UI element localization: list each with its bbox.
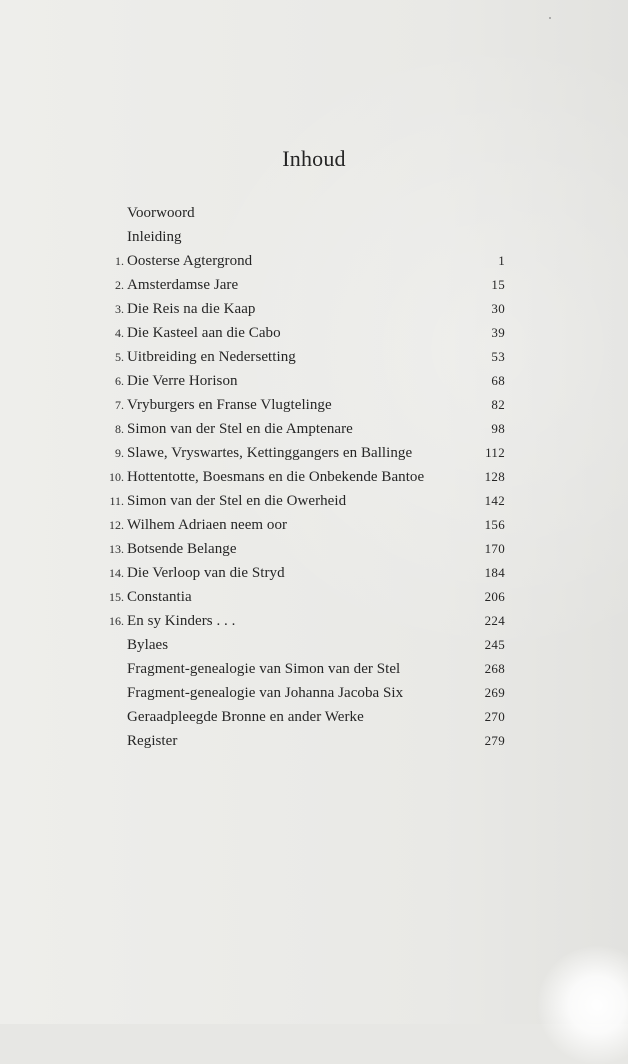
- chapter-number: 10.: [109, 470, 124, 484]
- light-reflection: [538, 946, 628, 1064]
- toc-row: [100, 729, 505, 753]
- chapter-title: Geraadpleegde Bronne en ander Werke: [127, 709, 364, 725]
- toc-row: [100, 681, 505, 705]
- page-number: 98: [491, 421, 505, 436]
- chapter-title: Uitbreiding en Nedersetting: [127, 349, 296, 365]
- toc-row: [100, 345, 505, 369]
- chapter-title: Inleiding: [127, 229, 182, 245]
- chapter-title: Vryburgers en Franse Vlugtelinge: [127, 397, 332, 413]
- chapter-number: 14.: [109, 566, 124, 580]
- toc-row: [100, 633, 505, 657]
- page-number: 1: [498, 253, 505, 268]
- chapter-title: Die Verloop van die Stryd: [127, 565, 285, 581]
- toc-row: [100, 585, 505, 609]
- chapter-title: Simon van der Stel en die Amptenare: [127, 421, 353, 437]
- chapter-title: Wilhem Adriaen neem oor: [127, 517, 288, 533]
- page-number: 156: [484, 517, 505, 532]
- chapter-title: Slawe, Vryswartes, Kettinggangers en Ballinge: [127, 445, 413, 461]
- toc-row: [100, 297, 505, 321]
- table-of-contents: [100, 201, 505, 753]
- chapter-title: Bylaes: [127, 637, 169, 653]
- page-number: 128: [484, 469, 505, 484]
- chapter-title: Register: [127, 733, 178, 749]
- chapter-title: Die Verre Horison: [127, 373, 238, 389]
- page-number: 15: [491, 277, 505, 292]
- chapter-title: Voorwoord: [127, 205, 195, 221]
- page-number: 245: [484, 637, 505, 652]
- toc-row: [100, 225, 505, 249]
- toc-row: [100, 513, 505, 537]
- chapter-number: 8.: [115, 422, 124, 436]
- page-title: Inhoud: [282, 146, 346, 171]
- toc-row: [100, 249, 505, 273]
- chapter-title: Die Reis na die Kaap: [127, 301, 256, 317]
- page-number: 270: [484, 709, 505, 724]
- chapter-title: Constantia: [127, 589, 192, 605]
- page-number: 112: [485, 445, 505, 460]
- page-number: 82: [491, 397, 505, 412]
- page-number: 224: [484, 613, 505, 628]
- chapter-number: 3.: [115, 302, 124, 316]
- chapter-number: 12.: [109, 518, 124, 532]
- chapter-number: 11.: [109, 494, 124, 508]
- chapter-title: Fragment-genealogie van Simon van der Stel: [127, 661, 401, 677]
- toc-row: [100, 561, 505, 585]
- page-number: 279: [484, 733, 505, 748]
- toc-row: [100, 609, 505, 633]
- chapter-number: 4.: [115, 326, 124, 340]
- chapter-number: 1.: [115, 254, 124, 268]
- page-number: 39: [491, 325, 505, 340]
- paper-speck: [549, 17, 551, 19]
- chapter-title: Amsterdamse Jare: [127, 277, 239, 293]
- page-number: 269: [484, 685, 505, 700]
- chapter-number: 6.: [115, 374, 124, 388]
- chapter-number: 15.: [109, 590, 124, 604]
- chapter-number: 2.: [115, 278, 124, 292]
- toc-row: [100, 537, 505, 561]
- toc-row: [100, 369, 505, 393]
- toc-row: [100, 705, 505, 729]
- toc-row: [100, 201, 505, 225]
- page-number: 170: [484, 541, 505, 556]
- chapter-title: Botsende Belange: [127, 541, 237, 557]
- page-number: 268: [484, 661, 505, 676]
- chapter-title: Oosterse Agtergrond: [127, 253, 253, 269]
- chapter-number: 16.: [109, 614, 124, 628]
- toc-row: [100, 657, 505, 681]
- toc-row: [100, 465, 505, 489]
- page-number: 142: [484, 493, 505, 508]
- page-number: 68: [491, 373, 505, 388]
- chapter-number: 7.: [115, 398, 124, 412]
- chapter-title: Fragment-genealogie van Johanna Jacoba Six: [127, 685, 404, 701]
- page-number: 53: [491, 349, 505, 364]
- toc-row: [100, 273, 505, 297]
- toc-row: [100, 321, 505, 345]
- chapter-title: En sy Kinders . . .: [127, 613, 236, 629]
- toc-row: [100, 393, 505, 417]
- toc-row: [100, 441, 505, 465]
- page-number: 206: [484, 589, 505, 604]
- chapter-title: Simon van der Stel en die Owerheid: [127, 493, 347, 509]
- chapter-title: Hottentotte, Boesmans en die Onbekende Bantoe: [127, 469, 425, 485]
- page-number: 30: [491, 301, 505, 316]
- page-number: 184: [484, 565, 505, 580]
- chapter-number: 13.: [109, 542, 124, 556]
- chapter-number: 5.: [115, 350, 124, 364]
- toc-row: [100, 417, 505, 441]
- chapter-number: 9.: [115, 446, 124, 460]
- chapter-title: Die Kasteel aan die Cabo: [127, 325, 281, 341]
- toc-row: [100, 489, 505, 513]
